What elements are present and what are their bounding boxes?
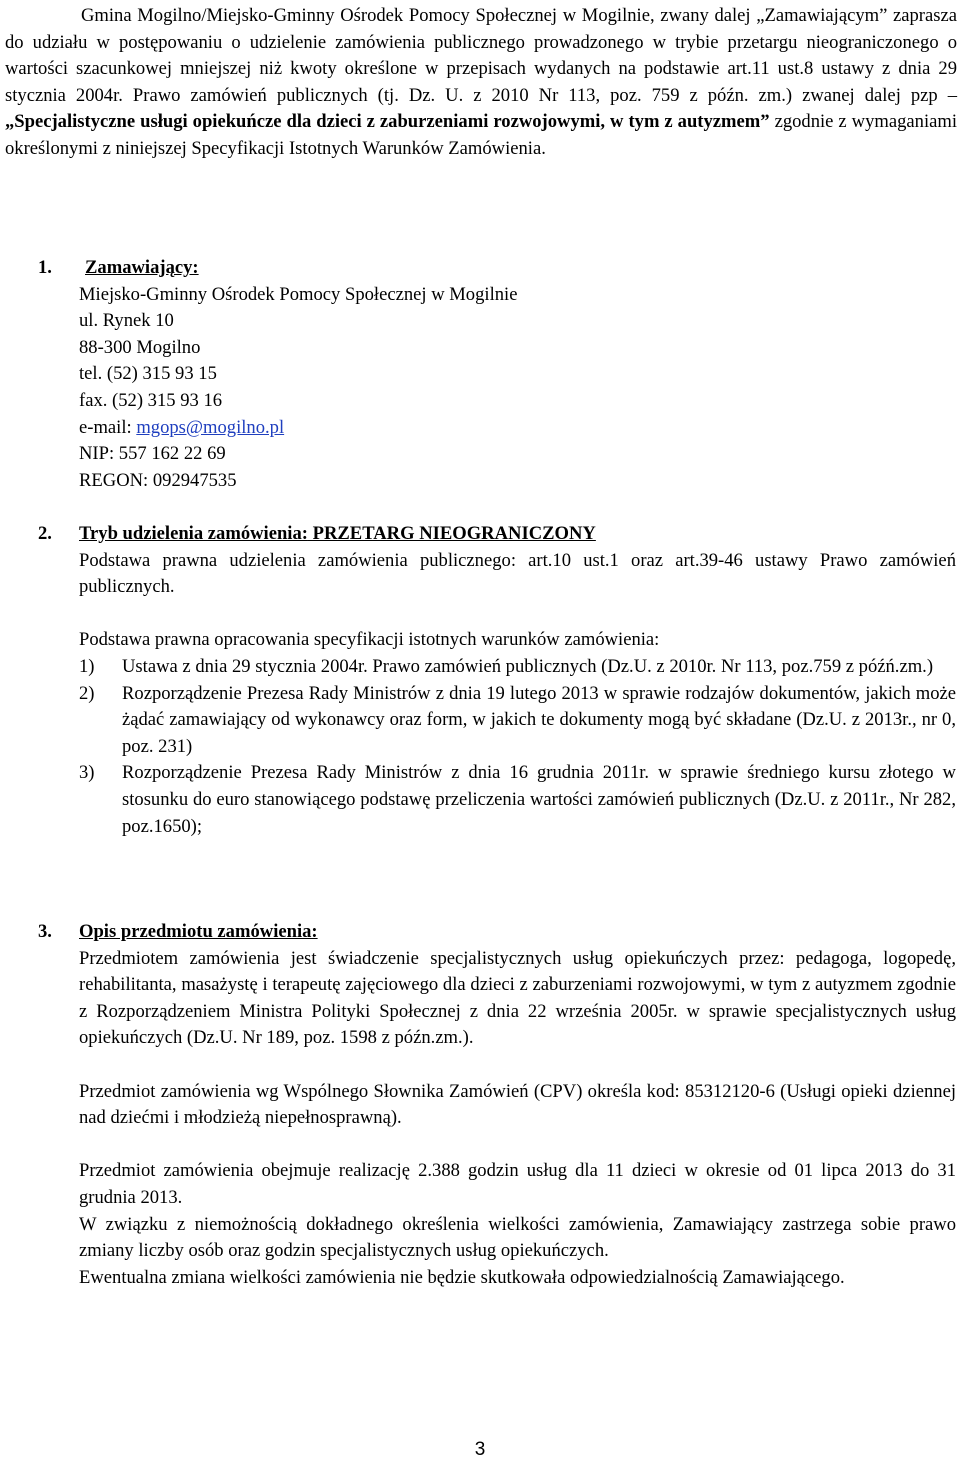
list-item: 3) Rozporządzenie Prezesa Rady Ministrów z dnia 16 grudnia 2011r. w sprawie średniego kursu złotego w stosunku do euro stanowiącego podstawę przeliczenia wartości zamówień publicznych (Dz.U. z 2011r., Nr 282, poz.1650); [79, 762, 956, 837]
spec-legal-basis-heading: Podstawa prawna opracowania specyfikacji istotnych warunków zamówienia: [79, 629, 660, 651]
section-2-number: 2. [38, 523, 52, 544]
authority-name: Miejsko-Gminny Ośrodek Pomocy Społecznej w Mogilnie [79, 283, 518, 305]
scope-paragraph: Przedmiot zamówienia obejmuje realizację 2.388 godzin usług dla 11 dzieci w okresie od 01 lipca 2013 do 31 grudnia 2013. [79, 1160, 956, 1208]
email-link[interactable]: mgops@mogilno.pl [136, 416, 285, 438]
contracting-authority-details [38, 282, 918, 495]
section-1-heading [38, 255, 918, 282]
procedure-type: PRZETARG NIEOGRANICZONY [307, 523, 596, 544]
authority-street: ul. Rynek 10 [79, 310, 174, 332]
section-3-title: Opis przedmiotu zamówienia: [79, 921, 318, 942]
section-3 [38, 919, 956, 1291]
intro-paragraph [5, 3, 957, 163]
intro-text: Gmina Mogilno/Miejsko-Gminny Ośrodek Pomocy Społecznej w Mogilnie, zwany dalej „Zamawiającym” zaprasza do udziału w postępowaniu o udzielenie zamówienia publicznego prowadzonego w trybie przetargu nieograniczonego o wartości szacunkowej mniejszej niż kwoty określone w przepisach wydanych na podstawie art.11 ust.8 ustawy z dnia 29 stycznia 2004r. Prawo zamówień publicznych (tj. Dz. U. z 2010 Nr 113, poz. 759 z późn. zm.) zwanej dalej pzp – [5, 5, 957, 106]
legal-acts-list [79, 654, 956, 840]
authority-nip: NIP: 557 162 22 69 [79, 443, 226, 465]
list-item: 1) Ustawa z dnia 29 stycznia 2004r. Prawo zamówień publicznych (Dz.U. z 2010r. Nr 113, poz.759 z późń.zm.) [79, 655, 934, 677]
list-item: 2) Rozporządzenie Prezesa Rady Ministrów z dnia 19 lutego 2013 w sprawie rodzajów dokumentów, jakich może żądać zamawiający od wykonawcy oraz form, w jakich te dokumenty mogą być składane (Dz.U. z 2013r., nr 0, poz. 231) [79, 682, 956, 757]
intro-text-2: zgodnie z wymaganiami określonymi z niniejszej Specyfikacji Istotnych Warunków Zamówienia. [5, 111, 957, 159]
intro-contract-title: „Specjalistyczne usługi opiekuńcze dla dzieci z zaburzeniami rozwojowymi, w tym z autyzmem” [5, 111, 770, 133]
authority-phone: tel. (52) 315 93 15 [79, 363, 217, 385]
change-reservation-paragraph: W związku z niemożnością dokładnego określenia wielkości zamówienia, Zamawiający zastrzega sobie prawo zmiany liczby osób oraz godzin specjalistycznych usług opiekuńczych. [79, 1213, 956, 1262]
section-2-heading [38, 521, 956, 548]
section-1 [38, 255, 918, 494]
email-label: e-mail: [79, 416, 137, 438]
liability-paragraph: Ewentualna zmiana wielkości zamówienia nie będzie skutkowała odpowiedzialnością Zamawiającego. [79, 1266, 845, 1288]
section-3-number: 3. [38, 921, 52, 942]
authority-fax: fax. (52) 315 93 16 [79, 389, 223, 411]
section-2-title: Tryb udzielenia zamówienia: [79, 523, 308, 544]
section-1-number: 1. [38, 257, 52, 278]
legal-basis: Podstawa prawna udzielenia zamówienia publicznego: art.10 ust.1 oraz art.39-46 ustawy Prawo zamówień publicznych. [79, 549, 956, 598]
section-2-body [38, 548, 956, 841]
section-1-title: Zamawiający: [85, 257, 199, 278]
subject-description: Przedmiotem zamówienia jest świadczenie specjalistycznych usług opiekuńczych przez: pedagoga, logopedę, rehabilitanta, masażystę i terapeutę zajęciowego dla dzieci z zaburzeniami rozwojowymi, w tym z autyzmem zgodnie z Rozporządzeniem Ministra Polityki Społecznej z dnia 22 września 2005r. w sprawie specjalistycznych usług opiekuńczych (Dz.U. Nr 189, poz. 1598 z późn.zm.). [79, 947, 956, 1049]
section-2 [38, 521, 956, 840]
authority-regon: REGON: 092947535 [79, 469, 237, 491]
section-3-heading [38, 919, 956, 946]
section-3-body [38, 946, 956, 1292]
page-number: 3 [474, 1439, 486, 1460]
authority-email [79, 415, 918, 442]
section-2-title-wrap [79, 521, 596, 548]
cpv-code-paragraph: Przedmiot zamówienia wg Wspólnego Słownika Zamówień (CPV) określa kod: 85312120-6 (Usługi opieki dziennej nad dziećmi i młodzieżą niepełnosprawną). [79, 1080, 956, 1129]
authority-city: 88-300 Mogilno [79, 336, 201, 358]
